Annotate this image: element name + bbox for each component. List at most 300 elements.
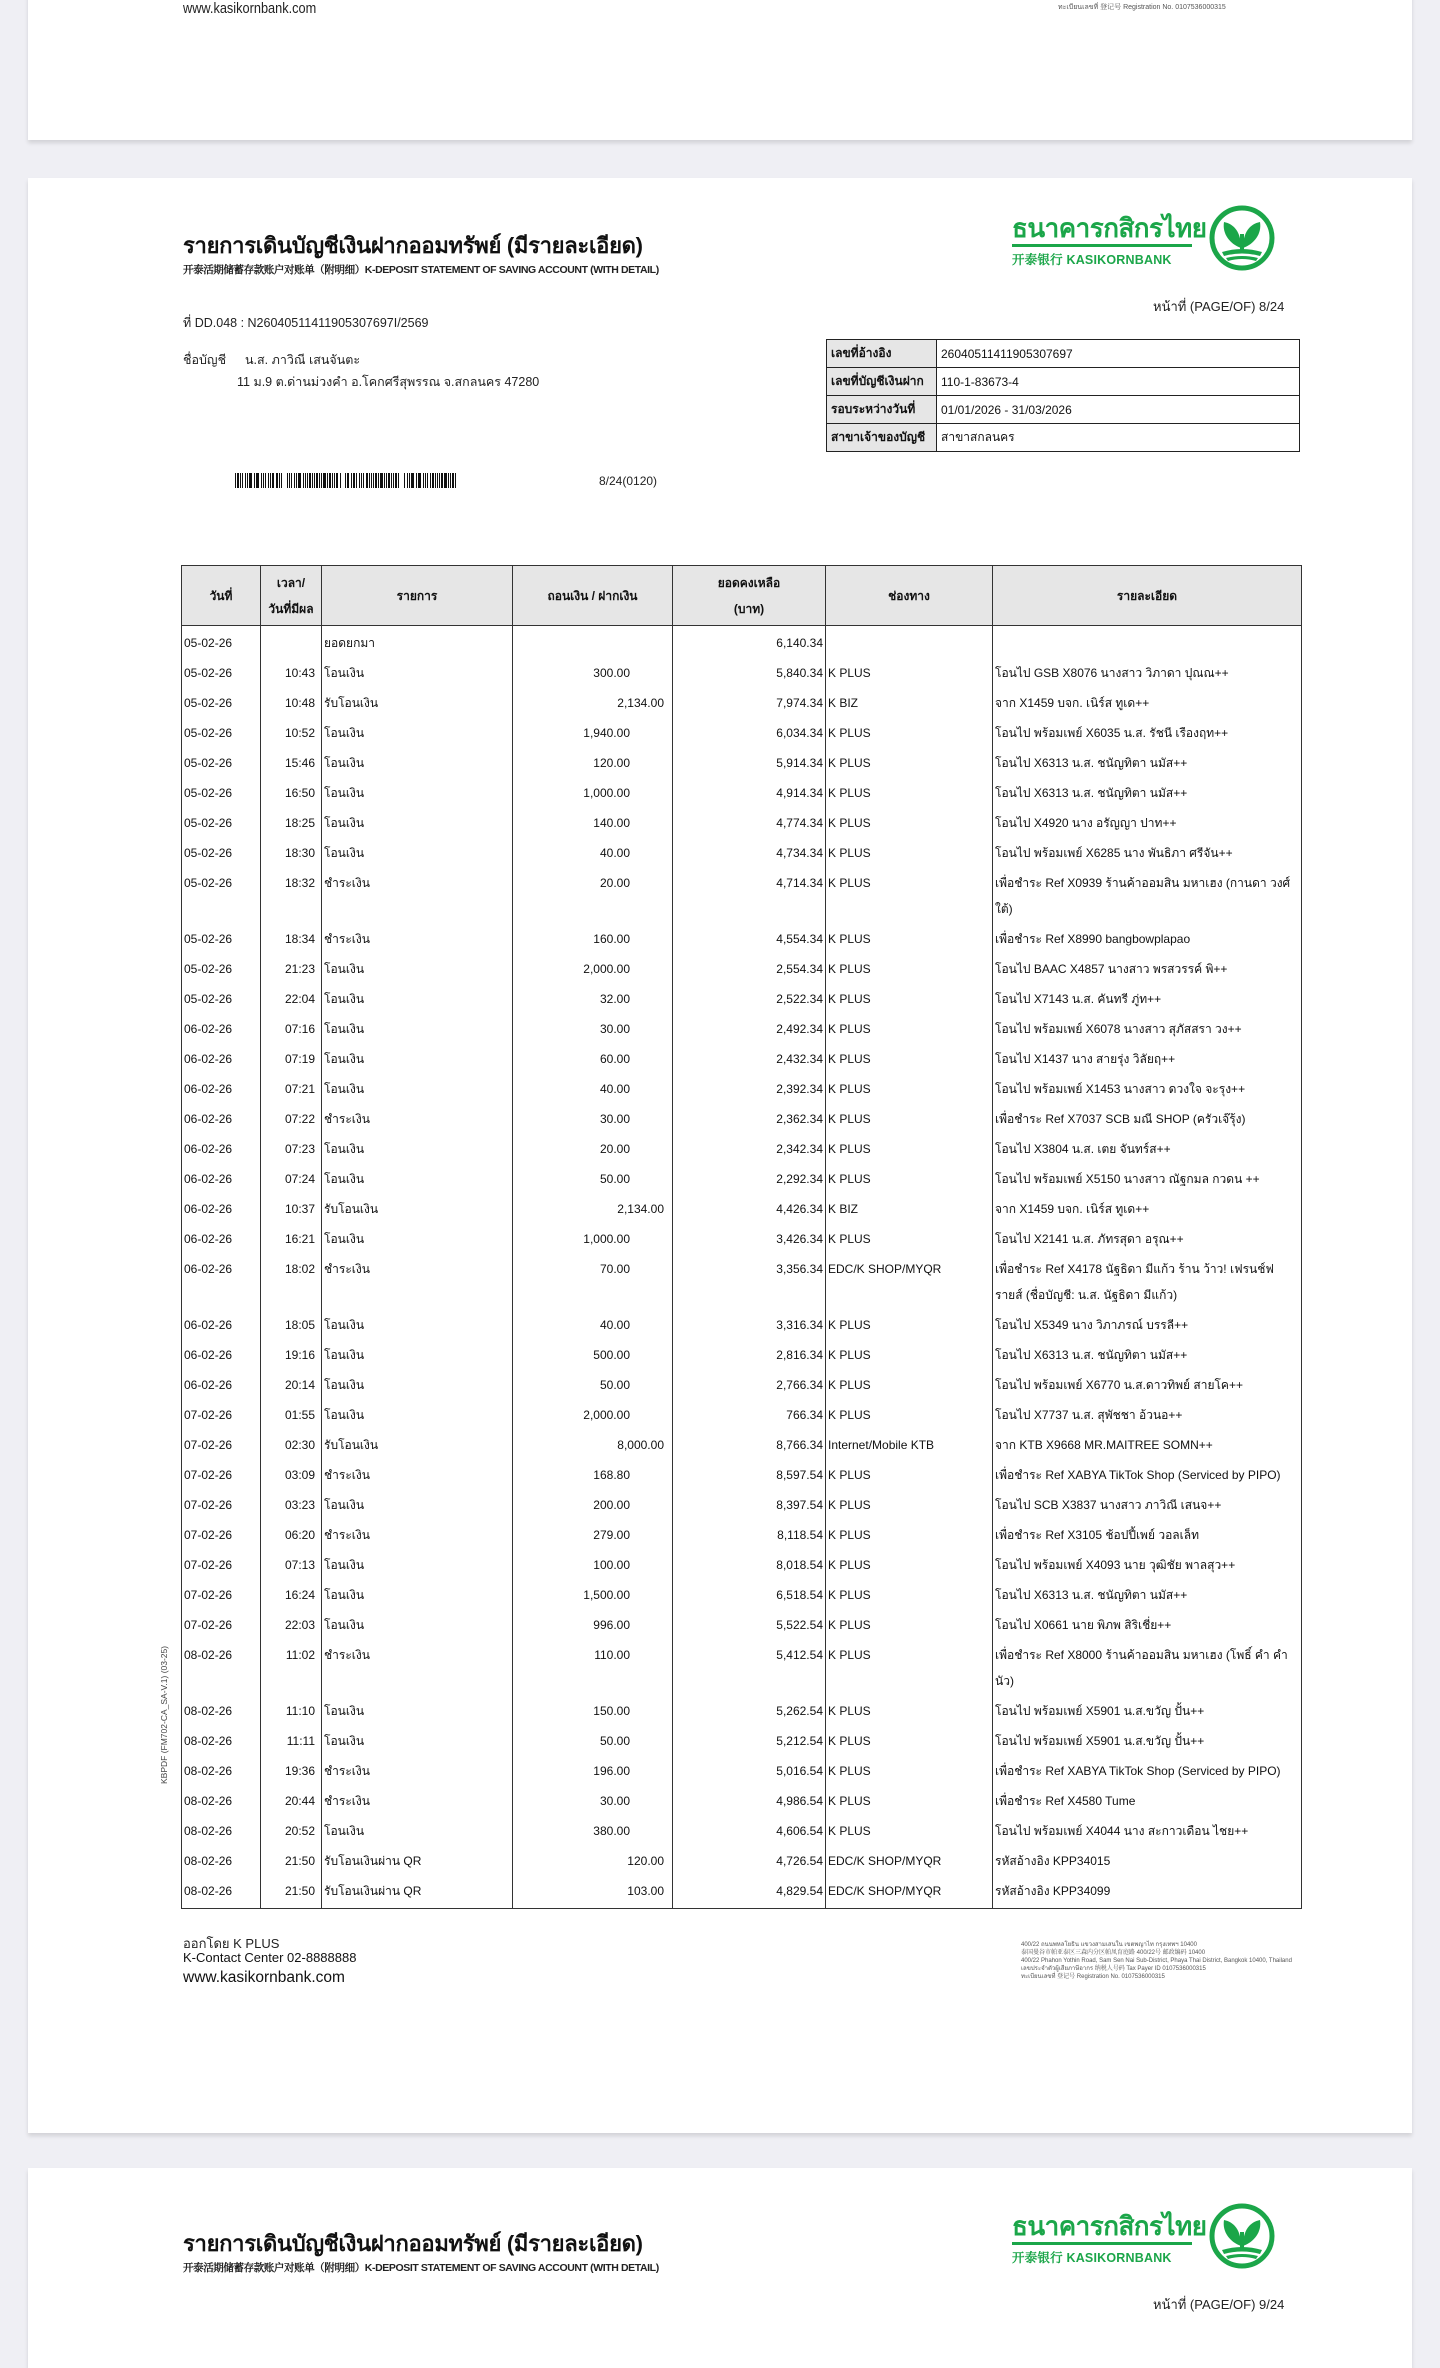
row-detail: เพื่อชำระ Ref X0939 ร้านค้าออมสิน มหาเฮง (กานดา วงศ์ใต้) [993,866,1302,922]
row-time: 07:21 [261,1072,322,1102]
row-balance: 4,714.34 [673,866,826,922]
table-row [182,1548,1302,1578]
address-line: 泰国曼谷市帕亚泰区三森内分区帕凤育庭路 400/22号 邮政编码 10400 [1021,1950,1206,1956]
row-amount [513,1252,673,1308]
row-time: 21:50 [261,1844,322,1874]
row-time: 18:25 [261,806,322,836]
row-detail: เพื่อชำระ Ref X4580 Tume [993,1784,1302,1814]
withdraw-amount: 200.00 [593,1498,630,1512]
row-detail: โอนไป พร้อมเพย์ X6078 นางสาว สุภัสสรา วง++ [993,1012,1302,1042]
row-amount [513,1072,673,1102]
bank-website-link[interactable]: www.kasikornbank.com [183,1969,345,1986]
next-page-number: หน้าที่ (PAGE/OF) 9/24 [1153,2297,1285,2312]
withdraw-amount: 140.00 [593,816,630,830]
withdraw-amount: 110.00 [594,1648,630,1662]
row-amount [513,1638,673,1694]
table-row [182,1784,1302,1814]
row-description: รับโอนเงินผ่าน QR [322,1874,513,1909]
barcode-bar [425,473,426,488]
row-date: 05-02-26 [182,922,261,952]
barcode-bar [411,473,414,488]
info-row-reference [827,340,1300,368]
row-channel: K PLUS [826,1724,993,1754]
barcode-bar [270,473,271,488]
row-amount [513,1608,673,1638]
row-amount [513,746,673,776]
row-date: 06-02-26 [182,1308,261,1338]
row-time: 07:13 [261,1548,322,1578]
issued-by: ออกโดย K PLUS [183,1936,280,1951]
row-description: รับโอนเงิน [322,1192,513,1222]
row-description: โอนเงิน [322,1398,513,1428]
row-time: 20:14 [261,1368,322,1398]
row-time: 03:09 [261,1458,322,1488]
barcode-bar [375,473,377,488]
bank-address [1021,1941,1292,1981]
row-date: 05-02-26 [182,866,261,922]
barcode-bar [281,473,282,488]
row-date: 07-02-26 [182,1578,261,1608]
row-amount [513,1398,673,1428]
row-date: 06-02-26 [182,1042,261,1072]
account-name: น.ส. ภาวิณี เสนจันตะ [245,353,361,367]
barcode-bar [418,473,419,488]
logo-text-english: 开泰银行 KASIKORNBANK [1012,2251,1172,2265]
row-time: 11:11 [261,1724,322,1754]
table-row [182,1638,1302,1694]
table-row [182,1308,1302,1338]
row-amount [513,1548,673,1578]
col-amount: ถอนเงิน / ฝากเงิน [513,566,673,626]
table-row [182,1132,1302,1162]
row-time: 15:46 [261,746,322,776]
barcode-bar [347,473,349,488]
row-date: 06-02-26 [182,1338,261,1368]
barcode-bar [305,473,306,488]
row-detail: โอนไป BAAC X4857 นางสาว พรสวรรค์ พิ++ [993,952,1302,982]
row-amount [513,922,673,952]
table-row [182,1724,1302,1754]
logo-text-english: 开泰银行 KASIKORNBANK [1012,253,1172,267]
barcode-bar [455,473,456,488]
row-channel: Internet/Mobile KTB [826,1428,993,1458]
row-detail: จาก KTB X9668 MR.MAITREE SOMN++ [993,1428,1302,1458]
row-detail: โอนไป X1437 นาง สายรุ่ง วิลัยฤ++ [993,1042,1302,1072]
row-description: ชำระเงิน [322,1458,513,1488]
withdraw-amount: 30.00 [599,1112,630,1126]
row-channel: K PLUS [826,1338,993,1368]
table-row [182,1398,1302,1428]
barcode [235,473,457,488]
row-description: โอนเงิน [322,836,513,866]
row-amount [513,716,673,746]
row-channel: K PLUS [826,1102,993,1132]
col-time [261,566,322,626]
barcode-bar [448,473,449,488]
table-row [182,1754,1302,1784]
deposit-amount: 2,134.00 [617,1202,664,1216]
row-detail: โอนไป SCB X3837 นางสาว ภาวิณี เสนจ++ [993,1488,1302,1518]
transactions-body [182,626,1302,1909]
info-value: 110-1-83673-4 [937,368,1300,396]
row-date: 07-02-26 [182,1518,261,1548]
table-row [182,1222,1302,1252]
kasikorn-leaf-icon [1208,204,1276,272]
row-description: โอนเงิน [322,1608,513,1638]
info-label: รอบระหว่างวันที่ [827,396,937,424]
row-channel: K PLUS [826,982,993,1012]
row-amount [513,1724,673,1754]
row-channel: K PLUS [826,1012,993,1042]
row-channel: K PLUS [826,1458,993,1488]
barcode-bar [409,473,410,488]
barcode-bar [298,473,301,488]
withdraw-amount: 1,000.00 [583,1232,630,1246]
withdraw-amount: 40.00 [599,1318,630,1332]
barcode-bar [257,473,259,488]
barcode-bar [388,473,390,488]
row-amount [513,1814,673,1844]
barcode-bar [359,473,360,488]
barcode-bar [296,473,298,488]
next-page [28,2168,1412,2368]
row-balance: 2,492.34 [673,1012,826,1042]
row-balance: 5,016.54 [673,1754,826,1784]
barcode-bar [345,473,346,488]
row-time: 02:30 [261,1428,322,1458]
barcode-bar [254,473,255,488]
row-balance: 8,597.54 [673,1458,826,1488]
row-date: 05-02-26 [182,686,261,716]
row-time: 22:04 [261,982,322,1012]
withdraw-amount: 500.00 [593,1348,630,1362]
row-date: 05-02-26 [182,776,261,806]
row-time: 18:02 [261,1252,322,1308]
withdraw-amount: 1,500.00 [583,1588,630,1602]
table-row [182,1042,1302,1072]
row-detail: โอนไป พร้อมเพย์ X4093 นาย วุฒิชัย พาลสุว++ [993,1548,1302,1578]
row-balance: 4,554.34 [673,922,826,952]
row-description: รับโอนเงินผ่าน QR [322,1844,513,1874]
row-balance: 2,522.34 [673,982,826,1012]
previous-page [28,0,1412,140]
barcode-bar [432,473,434,488]
row-time: 21:50 [261,1874,322,1909]
row-time: 19:36 [261,1754,322,1784]
barcode-bar [247,473,248,488]
withdraw-amount: 50.00 [599,1378,630,1392]
row-amount [513,1368,673,1398]
row-time: 07:16 [261,1012,322,1042]
row-channel: K PLUS [826,1814,993,1844]
col-detail: รายละเอียด [993,566,1302,626]
row-channel: K PLUS [826,866,993,922]
row-balance: 2,766.34 [673,1368,826,1398]
row-detail: โอนไป X7737 น.ส. สุพัชชา อ้วนอ++ [993,1398,1302,1428]
table-row [182,1428,1302,1458]
row-detail: โอนไป X5349 นาง วิภาภรณ์ บรรลี++ [993,1308,1302,1338]
row-detail: เพื่อชำระ Ref XABYA TikTok Shop (Serviced by PIPO) [993,1458,1302,1488]
row-balance: 4,774.34 [673,806,826,836]
barcode-bar [309,473,311,488]
row-detail: โอนไป X6313 น.ส. ชนัญทิตา นมัส++ [993,1338,1302,1368]
row-channel: K PLUS [826,1578,993,1608]
row-channel: K PLUS [826,1132,993,1162]
row-channel: K PLUS [826,1754,993,1784]
table-row [182,1072,1302,1102]
row-channel: K PLUS [826,1518,993,1548]
row-amount [513,836,673,866]
row-channel [826,626,993,657]
row-amount [513,806,673,836]
row-detail: โอนไป X4920 นาง อรัญญา ปาท++ [993,806,1302,836]
row-balance: 6,518.54 [673,1578,826,1608]
row-channel: K PLUS [826,656,993,686]
row-channel: K PLUS [826,1308,993,1338]
row-detail: โอนไป พร้อมเพย์ X1453 นางสาว ดวงใจ จะรุง++ [993,1072,1302,1102]
row-balance: 2,432.34 [673,1042,826,1072]
row-detail: โอนไป X3804 น.ส. เตย จันทร์ส++ [993,1132,1302,1162]
withdraw-amount: 150.00 [593,1704,630,1718]
row-time: 16:21 [261,1222,322,1252]
row-description: ยอดยกมา [322,626,513,657]
document-title: รายการเดินบัญชีเงินฝากออมทรัพย์ (มีรายละเอียด) [183,233,643,258]
row-amount [513,1338,673,1368]
barcode-bar [294,473,295,488]
row-balance: 5,412.54 [673,1638,826,1694]
row-description: โอนเงิน [322,1072,513,1102]
row-detail: โอนไป พร้อมเพย์ X5901 น.ส.ขวัญ ปั้น++ [993,1694,1302,1724]
reference-line: ที่ DD.048 : N26040511411905307697I/2569 [183,316,429,330]
row-date: 07-02-26 [182,1428,261,1458]
col-balance [673,566,826,626]
row-time: 21:23 [261,952,322,982]
row-balance: 3,316.34 [673,1308,826,1338]
row-detail: จาก X1459 บจก. เนิร์ส ทูเด++ [993,1192,1302,1222]
withdraw-amount: 196.00 [593,1764,630,1778]
row-amount [513,686,673,716]
table-row [182,922,1302,952]
withdraw-amount: 996.00 [593,1618,630,1632]
table-row [182,1162,1302,1192]
row-balance: 2,362.34 [673,1102,826,1132]
row-detail: เพื่อชำระ Ref X4178 นัฐธิดา มีแก้ว ร้าน ว้าว! เฟรนช์ฟรายส์ (ชื่อบัญชี: น.ส. นัฐธิดา มีแก้ว) [993,1252,1302,1308]
withdraw-amount: 20.00 [599,876,630,890]
row-description: โอนเงิน [322,746,513,776]
table-row [182,656,1302,686]
table-row [182,776,1302,806]
row-description: ชำระเงิน [322,922,513,952]
row-channel: K PLUS [826,952,993,982]
row-channel: K PLUS [826,1162,993,1192]
row-detail: โอนไป พร้อมเพย์ X6770 น.ส.ดาวทิพย์ สายโค++ [993,1368,1302,1398]
address-line: ทะเบียนเลขที่ 登记号 Registration No. 0107536000315 [1021,1974,1165,1980]
row-description: รับโอนเงิน [322,1428,513,1458]
row-description: โอนเงิน [322,1368,513,1398]
row-description: ชำระเงิน [322,866,513,922]
row-balance: 4,914.34 [673,776,826,806]
form-code: KBPDF (FM702-CA_SA-V.1) (03-25) [159,1645,169,1784]
row-date: 08-02-26 [182,1694,261,1724]
bank-logo [1012,208,1272,280]
row-amount [513,1308,673,1338]
barcode-bar [416,473,417,488]
withdraw-amount: 380.00 [593,1824,630,1838]
row-amount [513,1578,673,1608]
next-bank-logo [1012,2206,1272,2278]
barcode-bar [351,473,352,488]
row-channel: K PLUS [826,1784,993,1814]
row-detail: เพื่อชำระ Ref X7037 SCB มณี SHOP (ครัวเจ๊รุ้ง) [993,1102,1302,1132]
table-row [182,1192,1302,1222]
barcode-code: 8/24(0120) [599,474,658,488]
row-date: 05-02-26 [182,952,261,982]
row-detail: เพื่อชำระ Ref X8000 ร้านค้าออมสิน มหาเฮง (โพธิ์ คำ คำนัว) [993,1638,1302,1694]
barcode-bar [441,473,443,488]
row-channel: K PLUS [826,776,993,806]
row-channel: K BIZ [826,686,993,716]
row-channel: EDC/K SHOP/MYQR [826,1874,993,1909]
barcode-bar [316,473,318,488]
row-date: 06-02-26 [182,1192,261,1222]
row-detail: เพื่อชำระ Ref X8990 bangbowplapao [993,922,1302,952]
table-row [182,746,1302,776]
row-channel: K BIZ [826,1192,993,1222]
table-row [182,866,1302,922]
row-balance: 2,342.34 [673,1132,826,1162]
deposit-amount: 103.00 [627,1884,664,1898]
info-value: 26040511411905307697 [937,340,1300,368]
table-row [182,1578,1302,1608]
row-amount [513,1192,673,1222]
row-channel: K PLUS [826,1694,993,1724]
info-row-period [827,396,1300,424]
logo-text-thai: ธนาคารกสิกรไทย [1012,2211,1207,2241]
row-channel: K PLUS [826,1608,993,1638]
row-time: 20:52 [261,1814,322,1844]
barcode-bar [321,473,322,488]
row-detail: โอนไป X2141 น.ส. ภัทรสุดา อรุณ++ [993,1222,1302,1252]
barcode-bar [395,473,397,488]
row-detail: โอนไป X6313 น.ส. ชนัญทิตา นมัส++ [993,776,1302,806]
row-date: 08-02-26 [182,1874,261,1909]
row-amount [513,1488,673,1518]
row-amount [513,1042,673,1072]
account-address: 11 ม.9 ต.ด่านม่วงคำ อ.โคกศรีสุพรรณ จ.สกลนคร 47280 [237,375,540,389]
table-row [182,1012,1302,1042]
next-document-subtitle: 开泰活期储蓄存款账户对账单（附明细）K-DEPOSIT STATEMENT OF SAVING ACCOUNT (WITH DETAIL) [183,2262,659,2274]
row-date: 07-02-26 [182,1458,261,1488]
row-date: 08-02-26 [182,1724,261,1754]
row-balance: 8,766.34 [673,1428,826,1458]
barcode-bar [263,473,264,488]
info-row-account-number [827,368,1300,396]
row-time: 07:24 [261,1162,322,1192]
barcode-bar [430,473,431,488]
deposit-amount: 120.00 [627,1854,664,1868]
row-amount [513,1162,673,1192]
contact-center: K-Contact Center 02-8888888 [183,1950,357,1965]
row-amount [513,1012,673,1042]
row-time: 07:22 [261,1102,322,1132]
withdraw-amount: 160.00 [593,932,630,946]
row-detail [993,626,1302,657]
row-amount [513,1132,673,1162]
row-channel: K PLUS [826,1072,993,1102]
row-amount [513,1694,673,1724]
row-description: โอนเงิน [322,806,513,836]
row-detail: โอนไป พร้อมเพย์ X6285 นาง พันธิภา ศรีจัน++ [993,836,1302,866]
barcode-bar [356,473,357,488]
withdraw-amount: 279.00 [593,1528,630,1542]
address-line: 400/22 Phahon Yothin Road, Sam Sen Nai Sub-District, Phaya Thai District, Bangkok 10400, Thailand [1021,1958,1292,1964]
document-subtitle: 开泰活期储蓄存款账户对账单（附明细）K-DEPOSIT STATEMENT OF SAVING ACCOUNT (WITH DETAIL) [183,264,659,276]
row-date: 06-02-26 [182,1072,261,1102]
barcode-bar [242,473,243,488]
account-name-row [183,350,360,370]
row-description: โอนเงิน [322,1338,513,1368]
kasikorn-leaf-icon [1208,2202,1276,2270]
table-row [182,1252,1302,1308]
row-description: โอนเงิน [322,1814,513,1844]
table-row [182,1368,1302,1398]
barcode-bar [287,473,289,488]
barcode-bar [439,473,440,488]
withdraw-amount: 120.00 [593,756,630,770]
deposit-amount: 8,000.00 [617,1438,664,1452]
info-value: 01/01/2026 - 31/03/2026 [937,396,1300,424]
row-date: 08-02-26 [182,1754,261,1784]
barcode-bar [235,473,236,488]
barcode-bar [312,473,313,488]
table-row [182,806,1302,836]
address-line: 400/22 ถนนพหลโยธิน แขวงสามเสนใน เขตพญาไท กรุงเทพฯ 10400 [1021,1942,1197,1948]
row-channel: K PLUS [826,1222,993,1252]
row-date: 05-02-26 [182,806,261,836]
info-label: เลขที่อ้างอิง [827,340,937,368]
row-time: 18:32 [261,866,322,922]
row-channel: K PLUS [826,1042,993,1072]
row-description: ชำระเงิน [322,1754,513,1784]
row-date: 06-02-26 [182,1252,261,1308]
barcode-bar [323,473,326,488]
row-time: 20:44 [261,1784,322,1814]
row-balance: 2,554.34 [673,952,826,982]
account-info-table [826,339,1300,452]
statement-page [28,178,1412,2133]
row-description: โอนเงิน [322,1162,513,1192]
row-detail: โอนไป X0661 นาย พิภพ สิริเชี่ย++ [993,1608,1302,1638]
row-channel: EDC/K SHOP/MYQR [826,1252,993,1308]
col-date: วันที่ [182,566,261,626]
transactions-table [181,565,1302,1909]
table-row [182,836,1302,866]
barcode-bar [404,473,405,488]
row-time: 07:23 [261,1132,322,1162]
barcode-bar [380,473,383,488]
row-balance: 5,262.54 [673,1694,826,1724]
barcode-bar [289,473,290,488]
table-row [182,1694,1302,1724]
row-amount [513,1518,673,1548]
barcode-bar [371,473,372,488]
row-description: โอนเงิน [322,716,513,746]
barcode-bar [291,473,292,488]
row-time: 10:48 [261,686,322,716]
row-time: 18:34 [261,922,322,952]
row-description: โอนเงิน [322,1578,513,1608]
row-amount [513,626,673,657]
